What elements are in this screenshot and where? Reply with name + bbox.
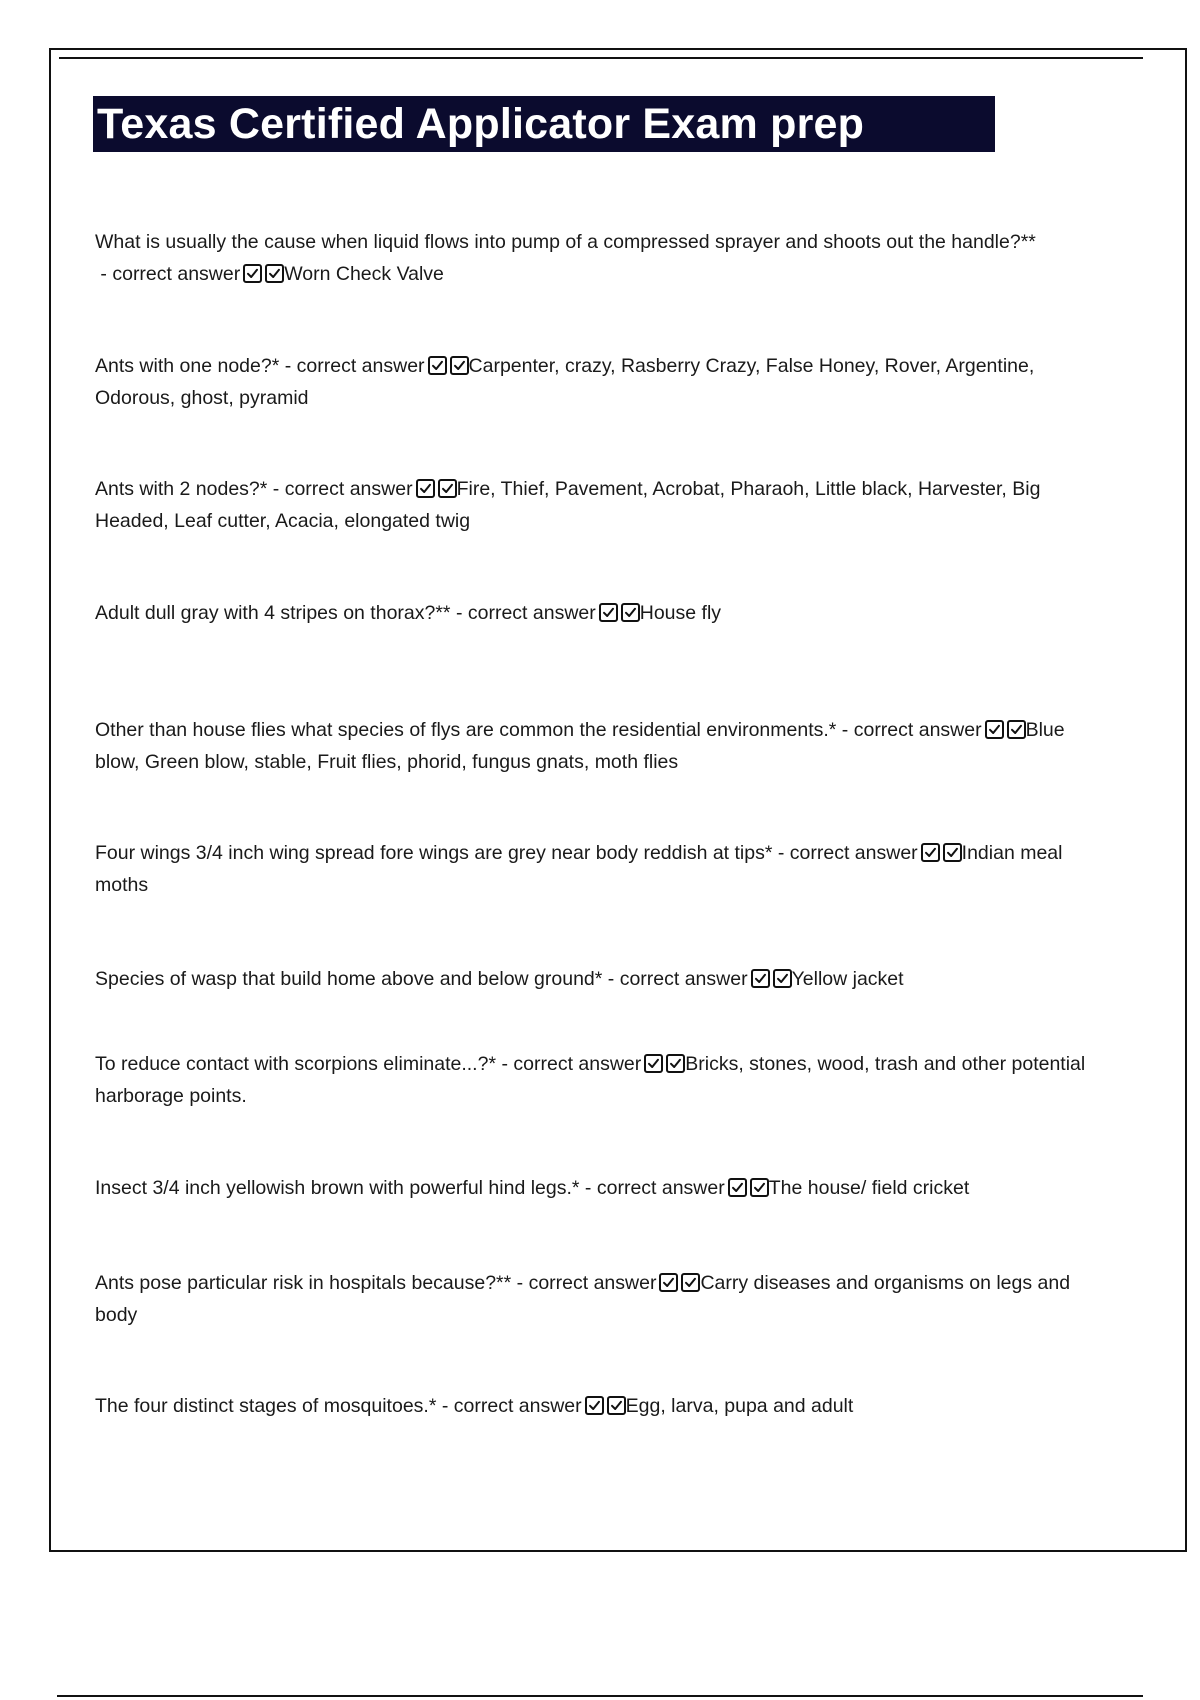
separator: - — [836, 719, 854, 741]
answer-label: correct answer — [453, 1395, 582, 1417]
separator: - — [511, 1272, 529, 1294]
answer-text: Blue blow, Green blow, stable, Fruit flies, phorid, fungus gnats, moth flies — [95, 719, 1065, 773]
answer-label: correct answer — [513, 1053, 642, 1075]
answer-text: Carry diseases and organisms on legs and body — [95, 1272, 1071, 1326]
answer-text: Indian meal moths — [95, 842, 1063, 896]
question-text: Insect 3/4 inch yellowish brown with powerful hind legs.* — [95, 1177, 580, 1199]
answer-text: Bricks, stones, wood, trash and other potential harborage points. — [95, 1053, 1086, 1107]
question-text: The four distinct stages of mosquitoes.* — [95, 1395, 437, 1417]
separator: - — [496, 1053, 514, 1075]
checkbox-checked-icon — [681, 1273, 700, 1292]
answer-label: correct answer — [467, 602, 596, 624]
checkbox-checked-icon — [607, 1396, 626, 1415]
separator: - — [279, 355, 297, 377]
answer-text: Worn Check Valve — [284, 263, 444, 285]
qa-item — [95, 714, 1095, 778]
checkbox-checked-icon — [750, 1178, 769, 1197]
answer-label: correct answer — [596, 1177, 725, 1199]
qa-item — [95, 226, 1095, 290]
qa-item — [95, 963, 1095, 995]
qa-item — [95, 1172, 1095, 1204]
separator: - — [436, 1395, 454, 1417]
checkbox-checked-icon — [659, 1273, 678, 1292]
checkbox-checked-icon — [773, 969, 792, 988]
answer-label: correct answer — [619, 968, 748, 990]
qa-item — [95, 597, 1095, 629]
checkbox-checked-icon — [265, 264, 284, 283]
checkbox-checked-icon — [599, 603, 618, 622]
answer-label: correct answer — [112, 263, 241, 285]
checkbox-checked-icon — [416, 479, 435, 498]
checkbox-checked-icon — [428, 356, 447, 375]
qa-item — [95, 1267, 1095, 1331]
question-text: Four wings 3/4 inch wing spread fore wings are grey near body reddish at tips* — [95, 842, 773, 864]
answer-label: correct answer — [853, 719, 982, 741]
checkbox-checked-icon — [644, 1054, 663, 1073]
question-text: Ants pose particular risk in hospitals because?** — [95, 1272, 512, 1294]
question-text: Ants with one node?* — [95, 355, 280, 377]
qa-item — [95, 837, 1095, 901]
question-text: What is usually the cause when liquid flows into pump of a compressed sprayer and shoots out the handle?** — [95, 231, 1036, 253]
answer-label: correct answer — [528, 1272, 657, 1294]
checkbox-checked-icon — [921, 843, 940, 862]
page-title: Texas Certified Applicator Exam prep — [97, 100, 865, 148]
question-text: To reduce contact with scorpions eliminate...?* — [95, 1053, 497, 1075]
checkbox-checked-icon — [985, 720, 1004, 739]
question-text: Adult dull gray with 4 stripes on thorax?** — [95, 602, 451, 624]
qa-item — [95, 473, 1095, 537]
separator: - — [95, 263, 113, 285]
answer-text: Egg, larva, pupa and adult — [625, 1395, 854, 1417]
separator: - — [579, 1177, 597, 1199]
answer-text: Yellow jacket — [791, 968, 904, 990]
question-text: Other than house flies what species of flys are common the residential environments.* — [95, 719, 837, 741]
separator: - — [267, 478, 285, 500]
checkbox-checked-icon — [1007, 720, 1026, 739]
separator: - — [772, 842, 790, 864]
answer-label: correct answer — [296, 355, 425, 377]
qa-item — [95, 350, 1095, 414]
checkbox-checked-icon — [585, 1396, 604, 1415]
question-text: Ants with 2 nodes?* — [95, 478, 268, 500]
question-text: Species of wasp that build home above and below ground* — [95, 968, 603, 990]
checkbox-checked-icon — [728, 1178, 747, 1197]
answer-text: Carpenter, crazy, Rasberry Crazy, False Honey, Rover, Argentine, Odorous, ghost, pyramid — [95, 355, 1035, 409]
separator: - — [602, 968, 620, 990]
checkbox-checked-icon — [243, 264, 262, 283]
title-banner — [93, 96, 995, 152]
answer-text: House fly — [639, 602, 722, 624]
answer-text: Fire, Thief, Pavement, Acrobat, Pharaoh, Little black, Harvester, Big Headed, Leaf cutter, Acacia, elongated twig — [95, 478, 1041, 532]
checkbox-checked-icon — [751, 969, 770, 988]
answer-label: correct answer — [789, 842, 918, 864]
answer-text: The house/ field cricket — [768, 1177, 970, 1199]
checkbox-checked-icon — [943, 843, 962, 862]
answer-label: correct answer — [284, 478, 413, 500]
bottom-rule — [57, 1695, 1143, 1697]
checkbox-checked-icon — [450, 356, 469, 375]
qa-item — [95, 1390, 1095, 1422]
checkbox-checked-icon — [666, 1054, 685, 1073]
separator: - — [450, 602, 468, 624]
checkbox-checked-icon — [438, 479, 457, 498]
checkbox-checked-icon — [621, 603, 640, 622]
qa-item — [95, 1048, 1095, 1112]
top-rule — [59, 57, 1143, 59]
